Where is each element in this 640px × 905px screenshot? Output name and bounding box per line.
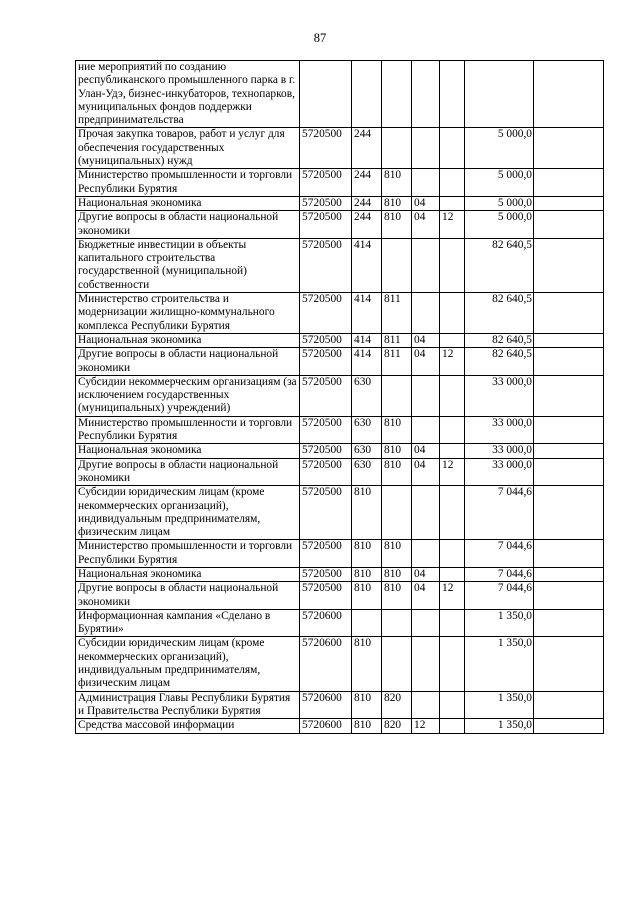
row-target-code-cell: 5720500 <box>300 293 352 334</box>
row-extra-empty-cell <box>534 416 604 444</box>
row-section-cell: 04 <box>412 211 440 239</box>
row-ministry-code-cell: 810 <box>382 582 412 610</box>
row-amount-cell: 82 640,5 <box>465 333 534 347</box>
row-target-code-cell: 5720500 <box>300 238 352 292</box>
row-extra-empty-cell <box>534 238 604 292</box>
row-section-cell <box>412 540 440 568</box>
row-section-cell <box>412 293 440 334</box>
table-row <box>76 637 604 691</box>
row-amount-cell: 33 000,0 <box>465 416 534 444</box>
row-amount-cell: 1 350,0 <box>465 719 534 733</box>
row-section-cell: 04 <box>412 333 440 347</box>
row-extra-empty-cell <box>534 637 604 691</box>
row-ministry-code-cell: 810 <box>382 458 412 486</box>
row-ministry-code-cell: 810 <box>382 540 412 568</box>
row-ministry-code-cell <box>382 375 412 416</box>
table-row <box>76 567 604 581</box>
table-row <box>76 61 604 128</box>
row-amount-cell: 33 000,0 <box>465 458 534 486</box>
row-ministry-code-cell: 811 <box>382 293 412 334</box>
row-ministry-code-cell: 820 <box>382 691 412 719</box>
row-subsection-cell <box>440 293 465 334</box>
row-expense-type-cell: 810 <box>352 719 382 733</box>
row-subsection-cell <box>440 540 465 568</box>
row-expense-type-cell: 414 <box>352 348 382 376</box>
row-section-cell: 04 <box>412 458 440 486</box>
row-expense-type-cell: 810 <box>352 691 382 719</box>
row-expense-type-cell: 630 <box>352 444 382 458</box>
row-name-cell: Бюджетные инвестиции в объекты капитального строительства государственной (муниципальной) собственности <box>76 238 300 292</box>
table-row <box>76 348 604 376</box>
row-section-cell: 04 <box>412 196 440 210</box>
row-ministry-code-cell <box>382 486 412 540</box>
row-section-cell <box>412 169 440 197</box>
row-amount-cell: 5 000,0 <box>465 211 534 239</box>
row-extra-empty-cell <box>534 719 604 733</box>
row-name-cell: Другие вопросы в области национальной экономики <box>76 348 300 376</box>
row-amount-cell: 1 350,0 <box>465 637 534 691</box>
row-extra-empty-cell <box>534 293 604 334</box>
row-subsection-cell <box>440 238 465 292</box>
table-row <box>76 540 604 568</box>
row-subsection-cell <box>440 128 465 169</box>
row-section-cell <box>412 691 440 719</box>
row-extra-empty-cell <box>534 567 604 581</box>
row-extra-empty-cell <box>534 444 604 458</box>
row-subsection-cell <box>440 444 465 458</box>
row-target-code-cell: 5720500 <box>300 416 352 444</box>
row-amount-cell: 7 044,6 <box>465 486 534 540</box>
row-expense-type-cell: 414 <box>352 333 382 347</box>
row-target-code-cell: 5720500 <box>300 348 352 376</box>
row-name-cell: Администрация Главы Республики Бурятия и Правительства Республики Бурятия <box>76 691 300 719</box>
row-ministry-code-cell: 820 <box>382 719 412 733</box>
table-row <box>76 691 604 719</box>
row-extra-empty-cell <box>534 458 604 486</box>
row-ministry-code-cell: 810 <box>382 196 412 210</box>
row-section-cell: 04 <box>412 582 440 610</box>
row-name-cell: Национальная экономика <box>76 333 300 347</box>
table-row <box>76 444 604 458</box>
row-subsection-cell <box>440 61 465 128</box>
table-row <box>76 238 604 292</box>
row-extra-empty-cell <box>534 375 604 416</box>
row-name-cell: ние мероприятий по созданию республиканского промышленного парка в г. Улан-Удэ, бизнес-инкубаторов, технопарков, муниципальных фондов поддержки предпринимательства <box>76 61 300 128</box>
row-expense-type-cell: 810 <box>352 637 382 691</box>
row-amount-cell: 7 044,6 <box>465 567 534 581</box>
row-target-code-cell: 5720500 <box>300 540 352 568</box>
table-row <box>76 169 604 197</box>
row-expense-type-cell: 244 <box>352 211 382 239</box>
row-name-cell: Прочая закупка товаров, работ и услуг для обеспечения государственных (муниципальных) нужд <box>76 128 300 169</box>
row-ministry-code-cell <box>382 637 412 691</box>
table-row <box>76 196 604 210</box>
row-amount-cell <box>465 61 534 128</box>
row-expense-type-cell: 244 <box>352 169 382 197</box>
row-subsection-cell: 12 <box>440 348 465 376</box>
row-subsection-cell: 12 <box>440 582 465 610</box>
row-section-cell <box>412 375 440 416</box>
row-subsection-cell <box>440 486 465 540</box>
row-amount-cell: 82 640,5 <box>465 348 534 376</box>
row-target-code-cell: 5720500 <box>300 196 352 210</box>
row-name-cell: Министерство промышленности и торговли Республики Бурятия <box>76 169 300 197</box>
row-subsection-cell: 12 <box>440 458 465 486</box>
row-ministry-code-cell: 810 <box>382 567 412 581</box>
row-name-cell: Субсидии юридическим лицам (кроме некоммерческих организаций), индивидуальным предпринимателям, физическим лицам <box>76 486 300 540</box>
row-expense-type-cell: 630 <box>352 375 382 416</box>
row-amount-cell: 5 000,0 <box>465 128 534 169</box>
row-name-cell: Министерство строительства и модернизации жилищно-коммунального комплекса Республики Бурятия <box>76 293 300 334</box>
row-expense-type-cell: 810 <box>352 486 382 540</box>
row-subsection-cell <box>440 333 465 347</box>
row-subsection-cell <box>440 169 465 197</box>
row-name-cell: Субсидии юридическим лицам (кроме некоммерческих организаций), индивидуальным предпринимателям, физическим лицам <box>76 637 300 691</box>
row-subsection-cell <box>440 609 465 637</box>
row-section-cell <box>412 416 440 444</box>
row-extra-empty-cell <box>534 582 604 610</box>
row-amount-cell: 33 000,0 <box>465 444 534 458</box>
row-ministry-code-cell: 810 <box>382 169 412 197</box>
table-row <box>76 211 604 239</box>
row-subsection-cell <box>440 567 465 581</box>
table-row <box>76 458 604 486</box>
row-amount-cell: 1 350,0 <box>465 691 534 719</box>
table-row <box>76 719 604 733</box>
row-amount-cell: 7 044,6 <box>465 540 534 568</box>
row-expense-type-cell: 244 <box>352 196 382 210</box>
row-expense-type-cell: 630 <box>352 458 382 486</box>
row-extra-empty-cell <box>534 486 604 540</box>
row-extra-empty-cell <box>534 61 604 128</box>
table-row <box>76 416 604 444</box>
row-name-cell: Национальная экономика <box>76 196 300 210</box>
row-ministry-code-cell: 810 <box>382 416 412 444</box>
row-ministry-code-cell: 810 <box>382 444 412 458</box>
row-extra-empty-cell <box>534 348 604 376</box>
row-section-cell: 04 <box>412 444 440 458</box>
row-expense-type-cell: 810 <box>352 567 382 581</box>
row-section-cell: 04 <box>412 348 440 376</box>
budget-table-body <box>76 61 604 734</box>
row-subsection-cell <box>440 416 465 444</box>
table-row <box>76 375 604 416</box>
row-amount-cell: 5 000,0 <box>465 169 534 197</box>
row-section-cell: 04 <box>412 567 440 581</box>
row-subsection-cell <box>440 719 465 733</box>
row-section-cell <box>412 61 440 128</box>
row-target-code-cell: 5720500 <box>300 333 352 347</box>
table-row <box>76 293 604 334</box>
row-expense-type-cell: 414 <box>352 238 382 292</box>
row-ministry-code-cell <box>382 238 412 292</box>
row-expense-type-cell: 630 <box>352 416 382 444</box>
row-name-cell: Министерство промышленности и торговли Республики Бурятия <box>76 540 300 568</box>
row-name-cell: Министерство промышленности и торговли Республики Бурятия <box>76 416 300 444</box>
row-name-cell: Субсидии некоммерческим организациям (за исключением государственных (муниципальных) учреждений) <box>76 375 300 416</box>
table-row <box>76 128 604 169</box>
table-row <box>76 609 604 637</box>
row-subsection-cell <box>440 691 465 719</box>
row-extra-empty-cell <box>534 169 604 197</box>
row-amount-cell: 5 000,0 <box>465 196 534 210</box>
row-ministry-code-cell: 811 <box>382 333 412 347</box>
row-target-code-cell: 5720600 <box>300 691 352 719</box>
row-section-cell <box>412 486 440 540</box>
row-amount-cell: 82 640,5 <box>465 238 534 292</box>
row-subsection-cell <box>440 196 465 210</box>
row-section-cell <box>412 238 440 292</box>
row-ministry-code-cell <box>382 128 412 169</box>
row-expense-type-cell <box>352 61 382 128</box>
row-target-code-cell: 5720600 <box>300 637 352 691</box>
row-name-cell: Другие вопросы в области национальной экономики <box>76 458 300 486</box>
row-extra-empty-cell <box>534 211 604 239</box>
row-name-cell: Информационная кампания «Сделано в Бурятии» <box>76 609 300 637</box>
row-target-code-cell: 5720500 <box>300 375 352 416</box>
row-target-code-cell: 5720500 <box>300 486 352 540</box>
table-row <box>76 582 604 610</box>
row-target-code-cell: 5720500 <box>300 582 352 610</box>
row-subsection-cell: 12 <box>440 211 465 239</box>
row-expense-type-cell: 810 <box>352 582 382 610</box>
row-name-cell: Национальная экономика <box>76 444 300 458</box>
row-section-cell <box>412 128 440 169</box>
row-amount-cell: 33 000,0 <box>465 375 534 416</box>
row-name-cell: Другие вопросы в области национальной экономики <box>76 211 300 239</box>
row-target-code-cell: 5720600 <box>300 719 352 733</box>
row-target-code-cell: 5720500 <box>300 458 352 486</box>
row-extra-empty-cell <box>534 196 604 210</box>
row-target-code-cell: 5720500 <box>300 128 352 169</box>
row-extra-empty-cell <box>534 128 604 169</box>
row-expense-type-cell: 810 <box>352 540 382 568</box>
row-extra-empty-cell <box>534 540 604 568</box>
row-amount-cell: 1 350,0 <box>465 609 534 637</box>
table-row <box>76 333 604 347</box>
row-subsection-cell <box>440 637 465 691</box>
row-target-code-cell: 5720500 <box>300 169 352 197</box>
row-target-code-cell: 5720600 <box>300 609 352 637</box>
row-expense-type-cell <box>352 609 382 637</box>
row-subsection-cell <box>440 375 465 416</box>
row-ministry-code-cell <box>382 609 412 637</box>
row-target-code-cell <box>300 61 352 128</box>
row-target-code-cell: 5720500 <box>300 211 352 239</box>
row-section-cell <box>412 637 440 691</box>
budget-table <box>75 60 604 734</box>
row-expense-type-cell: 244 <box>352 128 382 169</box>
row-ministry-code-cell: 811 <box>382 348 412 376</box>
row-amount-cell: 7 044,6 <box>465 582 534 610</box>
row-ministry-code-cell: 810 <box>382 211 412 239</box>
row-target-code-cell: 5720500 <box>300 567 352 581</box>
row-extra-empty-cell <box>534 609 604 637</box>
row-section-cell: 12 <box>412 719 440 733</box>
row-target-code-cell: 5720500 <box>300 444 352 458</box>
row-name-cell: Национальная экономика <box>76 567 300 581</box>
row-ministry-code-cell <box>382 61 412 128</box>
row-name-cell: Средства массовой информации <box>76 719 300 733</box>
page-number: 87 <box>313 31 327 45</box>
row-extra-empty-cell <box>534 333 604 347</box>
row-section-cell <box>412 609 440 637</box>
row-expense-type-cell: 414 <box>352 293 382 334</box>
row-amount-cell: 82 640,5 <box>465 293 534 334</box>
row-name-cell: Другие вопросы в области национальной экономики <box>76 582 300 610</box>
row-extra-empty-cell <box>534 691 604 719</box>
table-row <box>76 486 604 540</box>
